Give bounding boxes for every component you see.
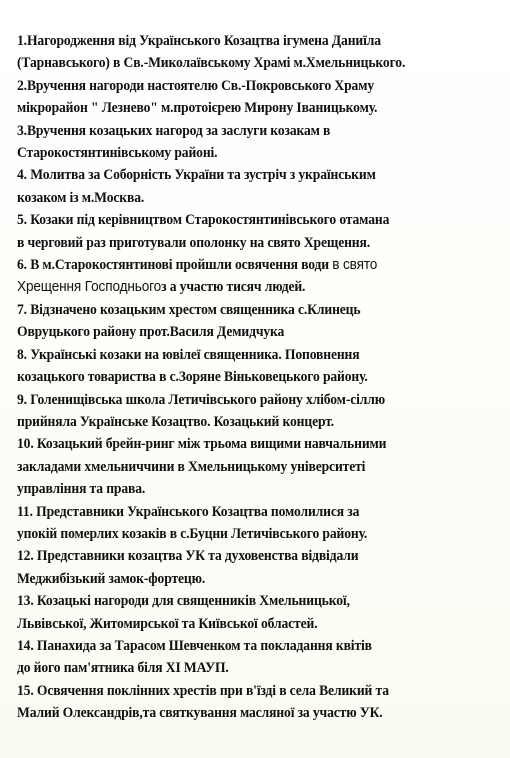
list-item-line bbox=[17, 680, 509, 702]
item-number: 4. bbox=[17, 167, 27, 184]
list-item-line bbox=[17, 232, 509, 254]
item-text: Овруцького району прот.Василя Демидчука bbox=[17, 324, 285, 341]
item-text: Представники Українського Козацтва помолилися за bbox=[32, 503, 360, 520]
list-item-line bbox=[17, 366, 509, 388]
item-text: козацького товариства в с.Зоряне Віньковецького району. bbox=[17, 369, 368, 386]
item-number: 8. bbox=[17, 346, 27, 363]
item-number: 13. bbox=[17, 593, 34, 610]
item-text: Вручення нагороди настоятелю Св.-Покровського Храму bbox=[26, 77, 375, 94]
item-text: В м.Старокостянтинові пройшли освячення води bbox=[26, 257, 333, 274]
item-number: 5. bbox=[17, 212, 27, 229]
list-item-line bbox=[17, 635, 509, 657]
item-text: Панахида за Тарасом Шевченком та покладання квітів bbox=[33, 637, 372, 654]
list-item bbox=[17, 30, 509, 75]
list-item-line bbox=[17, 75, 509, 97]
item-text: козаком із м.Москва. bbox=[17, 189, 145, 206]
list-item-line bbox=[17, 389, 509, 411]
item-text: Відзначено козацьким хрестом священника с.Клинець bbox=[26, 301, 361, 318]
list-item bbox=[17, 433, 509, 500]
list-item-line bbox=[17, 142, 509, 164]
item-text: управління та права. bbox=[17, 481, 146, 498]
item-text: Вручення козацьких нагород за заслуги козакам в bbox=[26, 122, 331, 139]
item-text: Українські козаки на ювілеї священника. Поповнення bbox=[26, 346, 360, 363]
item-number: 15. bbox=[17, 682, 34, 699]
list-item-line bbox=[17, 209, 509, 231]
list-item bbox=[17, 590, 509, 635]
item-text: упокій померлих козаків в с.Буцни Летичівського району. bbox=[17, 525, 368, 542]
item-number: 11. bbox=[17, 503, 33, 520]
item-text: до його пам'ятника біля ХІ МАУП. bbox=[17, 660, 229, 677]
list-item bbox=[17, 209, 509, 254]
item-text: прийняла Українське Козацтво. Козацький концерт. bbox=[17, 413, 335, 430]
item-text: Старокостянтинівському районі. bbox=[17, 145, 218, 162]
item-text: мікрорайон " Лезнево" м.протоієрею Мирону Іваницькому. bbox=[17, 100, 378, 117]
item-number: 9. bbox=[17, 391, 27, 408]
item-text: Молитва за Соборність України та зустріч з українським bbox=[26, 167, 376, 184]
list-item bbox=[17, 75, 509, 120]
list-item-line bbox=[17, 254, 509, 276]
list-item-line bbox=[17, 433, 509, 455]
list-item-line bbox=[17, 523, 509, 545]
item-number: 1. bbox=[17, 33, 27, 49]
list-item-line bbox=[17, 501, 509, 523]
item-text: Львівської, Житомирської та Київської областей. bbox=[17, 615, 318, 632]
item-text: Малий Олександрів,та святкування масляної за участю УК. bbox=[17, 705, 383, 722]
list-item-line bbox=[17, 613, 509, 635]
list-item bbox=[17, 254, 509, 299]
list-item-line bbox=[17, 568, 509, 590]
list-item bbox=[17, 635, 509, 680]
item-text-regular: Хрещення Господнього bbox=[17, 279, 162, 296]
list-item bbox=[17, 680, 509, 725]
list-item-line bbox=[17, 30, 509, 52]
list-item-line bbox=[17, 478, 509, 500]
item-number: 12. bbox=[17, 548, 34, 565]
list-item-line bbox=[17, 164, 509, 186]
list-item bbox=[17, 164, 509, 209]
list-item bbox=[17, 344, 509, 389]
list-item-line bbox=[17, 344, 509, 366]
list-item-line bbox=[17, 187, 509, 209]
item-text: Нагородження від Українського Козацтва ігумена Даниїла bbox=[26, 33, 381, 49]
item-text: Голенищівська школа Летичівського району хлібом-сіллю bbox=[26, 391, 386, 408]
item-number: 14. bbox=[17, 637, 34, 654]
list-item-line bbox=[17, 545, 509, 567]
item-text: Козаки під керівництвом Старокостянтинівського отамана bbox=[26, 212, 390, 229]
list-item-line bbox=[17, 702, 509, 724]
item-text: (Тарнавського) в Св.-Миколаївському Храмі м.Хмельницького. bbox=[17, 55, 406, 72]
item-text: в черговий раз приготували ополонку на свято Хрещення. bbox=[17, 234, 371, 251]
event-list bbox=[17, 30, 509, 725]
item-text-regular: в свято bbox=[332, 257, 378, 274]
item-text: Козацькі нагороди для священників Хмельницької, bbox=[33, 593, 350, 610]
item-text: Меджибізький замок-фортецю. bbox=[17, 570, 206, 587]
item-number: 7. bbox=[17, 301, 27, 318]
list-item-line bbox=[17, 411, 509, 433]
list-item-line bbox=[17, 276, 509, 298]
item-text: з а участю тисяч людей. bbox=[161, 279, 306, 296]
list-item bbox=[17, 501, 509, 546]
item-text: Представники козацтва УК та духовенства відвідали bbox=[33, 548, 359, 565]
item-text: Козацький брейн-ринг між трьома вищими навчальними bbox=[33, 436, 387, 453]
list-item bbox=[17, 299, 509, 344]
item-number: 2. bbox=[17, 77, 27, 94]
list-item bbox=[17, 545, 509, 590]
list-item-line bbox=[17, 120, 509, 142]
item-number: 3. bbox=[17, 122, 27, 139]
list-item-line bbox=[17, 52, 509, 74]
list-item-line bbox=[17, 657, 509, 679]
item-number: 10. bbox=[17, 436, 34, 453]
item-text: закладами хмельниччини в Хмельницькому університеті bbox=[17, 458, 366, 475]
list-item-line bbox=[17, 299, 509, 321]
list-item-line bbox=[17, 321, 509, 343]
item-number: 6. bbox=[17, 257, 27, 274]
list-item-line bbox=[17, 97, 509, 119]
list-item bbox=[17, 120, 509, 165]
item-text: Освячення поклінних хрестів при в'їзді в села Великий та bbox=[33, 682, 389, 699]
list-item-line bbox=[17, 590, 509, 612]
list-item-line bbox=[17, 456, 509, 478]
list-item bbox=[17, 389, 509, 434]
